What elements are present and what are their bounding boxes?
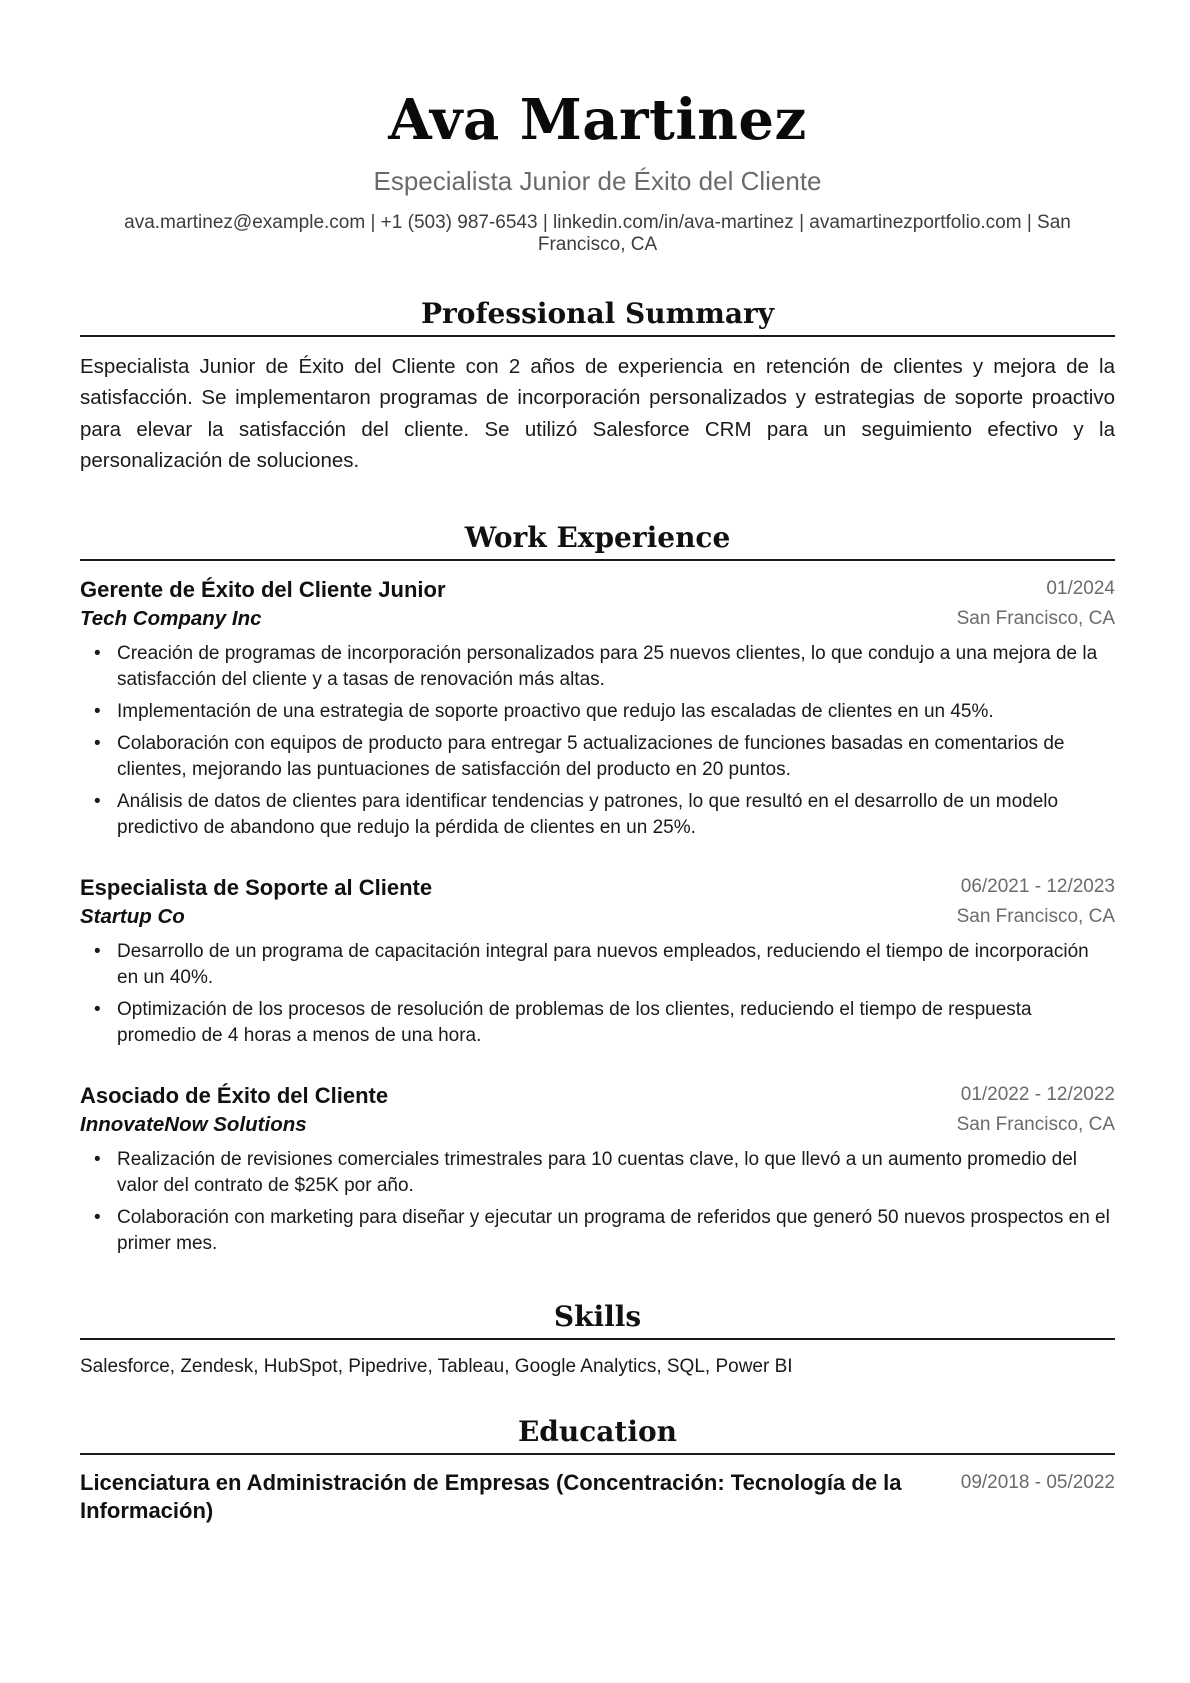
job-company: InnovateNow Solutions (80, 1113, 307, 1137)
job-company: Tech Company Inc (80, 607, 262, 631)
job-bullet: • Realización de revisiones comerciales trimestrales para 10 cuentas clave, lo que llevó a un aumento promedio del valor del contrato de $25K por año. (80, 1147, 1115, 1199)
job-bullet: • Creación de programas de incorporación personalizados para 25 nuevos clientes, lo que condujo a una mejora de la satisfacción del cliente y a tasas de renovación más altas. (80, 641, 1115, 693)
job-entry (80, 873, 1115, 1049)
candidate-title: Especialista Junior de Éxito del Cliente (373, 166, 822, 196)
skills-list: Salesforce, Zendesk, HubSpot, Pipedrive, Tableau, Google Analytics, SQL, Power BI (80, 1356, 793, 1378)
job-bullet: • Análisis de datos de clientes para identificar tendencias y patrones, lo que resultó en el desarrollo de un modelo predictivo de abandono que redujo la pérdida de clientes en un 25%. (80, 789, 1115, 841)
job-date: 01/2024 (1046, 578, 1115, 600)
education-date: 09/2018 - 05/2022 (960, 1472, 1115, 1494)
job-bullet: • Desarrollo de un programa de capacitación integral para nuevos empleados, reduciendo el tiempo de incorporación en un 40%. (80, 939, 1115, 991)
job-date: 01/2022 - 12/2022 (960, 1084, 1115, 1106)
job-entry (80, 1081, 1115, 1257)
job-entry (80, 575, 1115, 841)
contact-line: ava.martinez@example.com | +1 (503) 987-6543 | linkedin.com/in/ava-martinez | avamartinezportfolio.com | San Francisco, CA (124, 212, 1071, 255)
resume-page (80, 0, 1115, 1525)
job-role: Gerente de Éxito del Cliente Junior (80, 577, 446, 603)
candidate-name: Ava Martinez (388, 87, 807, 153)
education-heading: Education (80, 1415, 1115, 1455)
job-bullet: • Colaboración con marketing para diseñar y ejecutar un programa de referidos que generó 50 nuevos prospectos en el primer mes. (80, 1205, 1115, 1257)
skills-heading: Skills (80, 1300, 1115, 1340)
experience-heading: Work Experience (80, 521, 1115, 561)
summary-text: Especialista Junior de Éxito del Cliente con 2 años de experiencia en retención de clientes y mejora de la satisfacción. Se implementaron programas de incorporación personalizados y estrategias de soporte proactivo para elevar la satisfacción del cliente. Se utilizó Salesforce CRM para un seguimiento efectivo y la personalización de soluciones. (80, 355, 1115, 472)
education-entry (80, 1469, 1115, 1525)
job-bullets (80, 641, 1115, 841)
job-role: Asociado de Éxito del Cliente (80, 1083, 389, 1109)
job-role: Especialista de Soporte al Cliente (80, 875, 433, 901)
job-bullet: • Implementación de una estrategia de soporte proactivo que redujo las escaladas de clientes en un 45%. (80, 699, 1115, 725)
education-degree: Licenciatura en Administración de Empresas (Concentración: Tecnología de la Información) (80, 1470, 902, 1524)
job-bullets (80, 939, 1115, 1049)
job-location: San Francisco, CA (956, 1114, 1115, 1136)
job-bullet: • Colaboración con equipos de producto para entregar 5 actualizaciones de funciones basadas en comentarios de clientes, mejorando las puntuaciones de satisfacción del producto en 20 puntos. (80, 731, 1115, 783)
job-location: San Francisco, CA (956, 906, 1115, 928)
job-bullets (80, 1147, 1115, 1257)
job-company: Startup Co (80, 905, 185, 929)
job-date: 06/2021 - 12/2023 (960, 876, 1115, 898)
summary-heading: Professional Summary (80, 297, 1115, 337)
job-location: San Francisco, CA (956, 608, 1115, 630)
job-bullet: • Optimización de los procesos de resolución de problemas de los clientes, reduciendo el tiempo de respuesta promedio de 4 horas a menos de una hora. (80, 997, 1115, 1049)
